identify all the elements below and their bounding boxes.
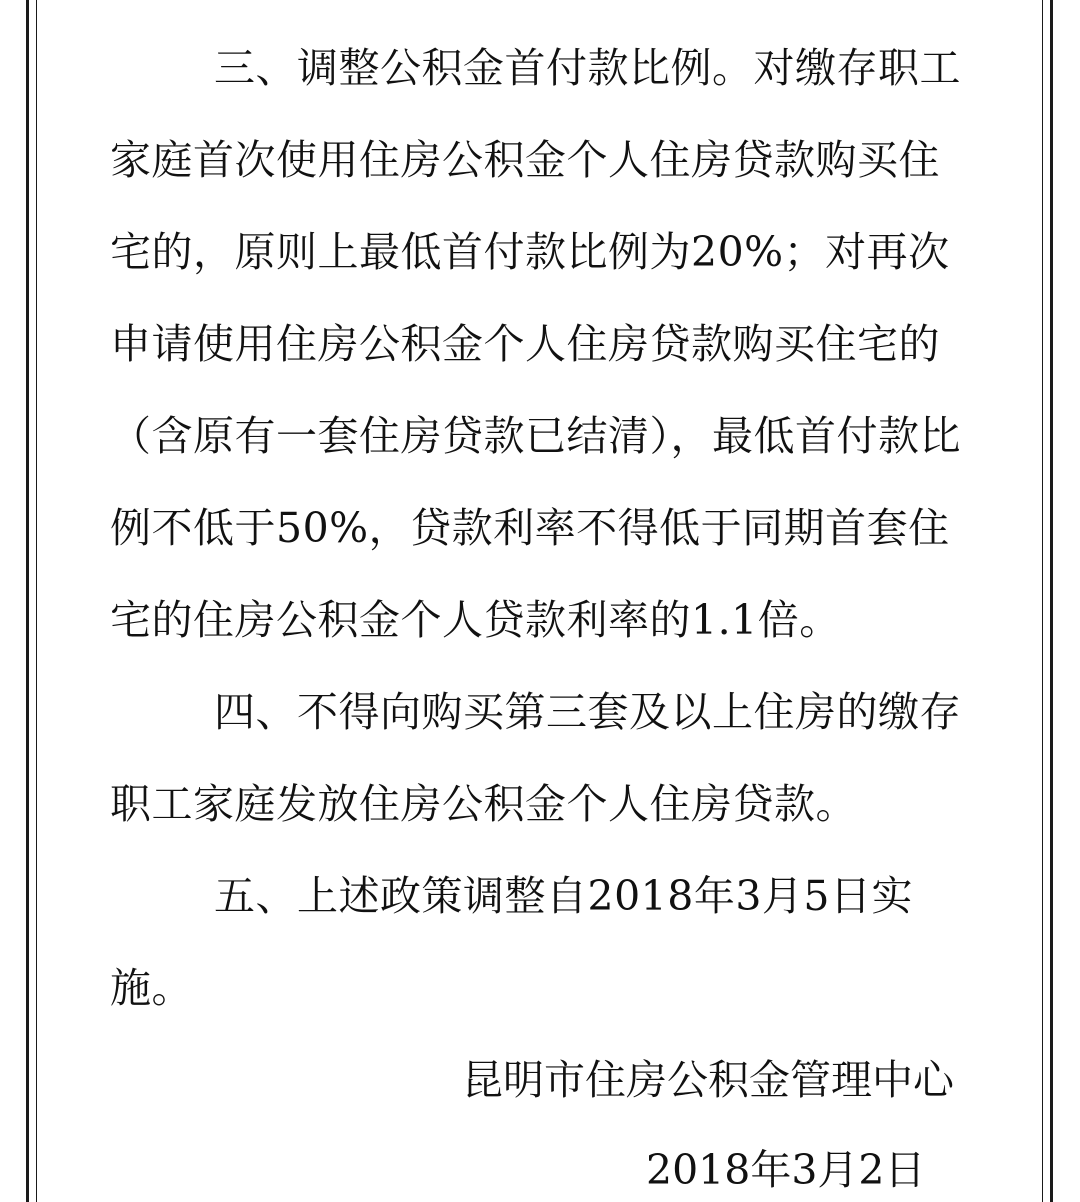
page-border-left-inner xyxy=(36,0,37,1202)
paragraph-item-three: 三、调整公积金首付款比例。对缴存职工家庭首次使用住房公积金个人住房贷款购买住宅的，原则上最低首付款比例为20%；对再次申请使用住房公积金个人住房贷款购买住宅的（含原有一套住房贷款已结清），最低首付款比例不低于50%，贷款利率不得低于同期首套住宅的住房公积金个人贷款利率的1.1倍。 xyxy=(110,44,961,644)
page-border-right-inner xyxy=(1042,0,1043,1202)
paragraph-item-four: 四、不得向购买第三套及以上住房的缴存职工家庭发放住房公积金个人住房贷款。 xyxy=(110,688,961,828)
issue-date: 2018年3月2日 xyxy=(646,1146,926,1194)
issuer-signature: 昆明市住房公积金管理中心 xyxy=(462,1056,954,1104)
document-body xyxy=(110,22,970,1034)
paragraph-item-five: 五、上述政策调整自2018年3月5日实施。 xyxy=(110,872,914,1012)
page-border-left-outer xyxy=(26,0,29,1202)
page-border-right-outer xyxy=(1050,0,1053,1202)
